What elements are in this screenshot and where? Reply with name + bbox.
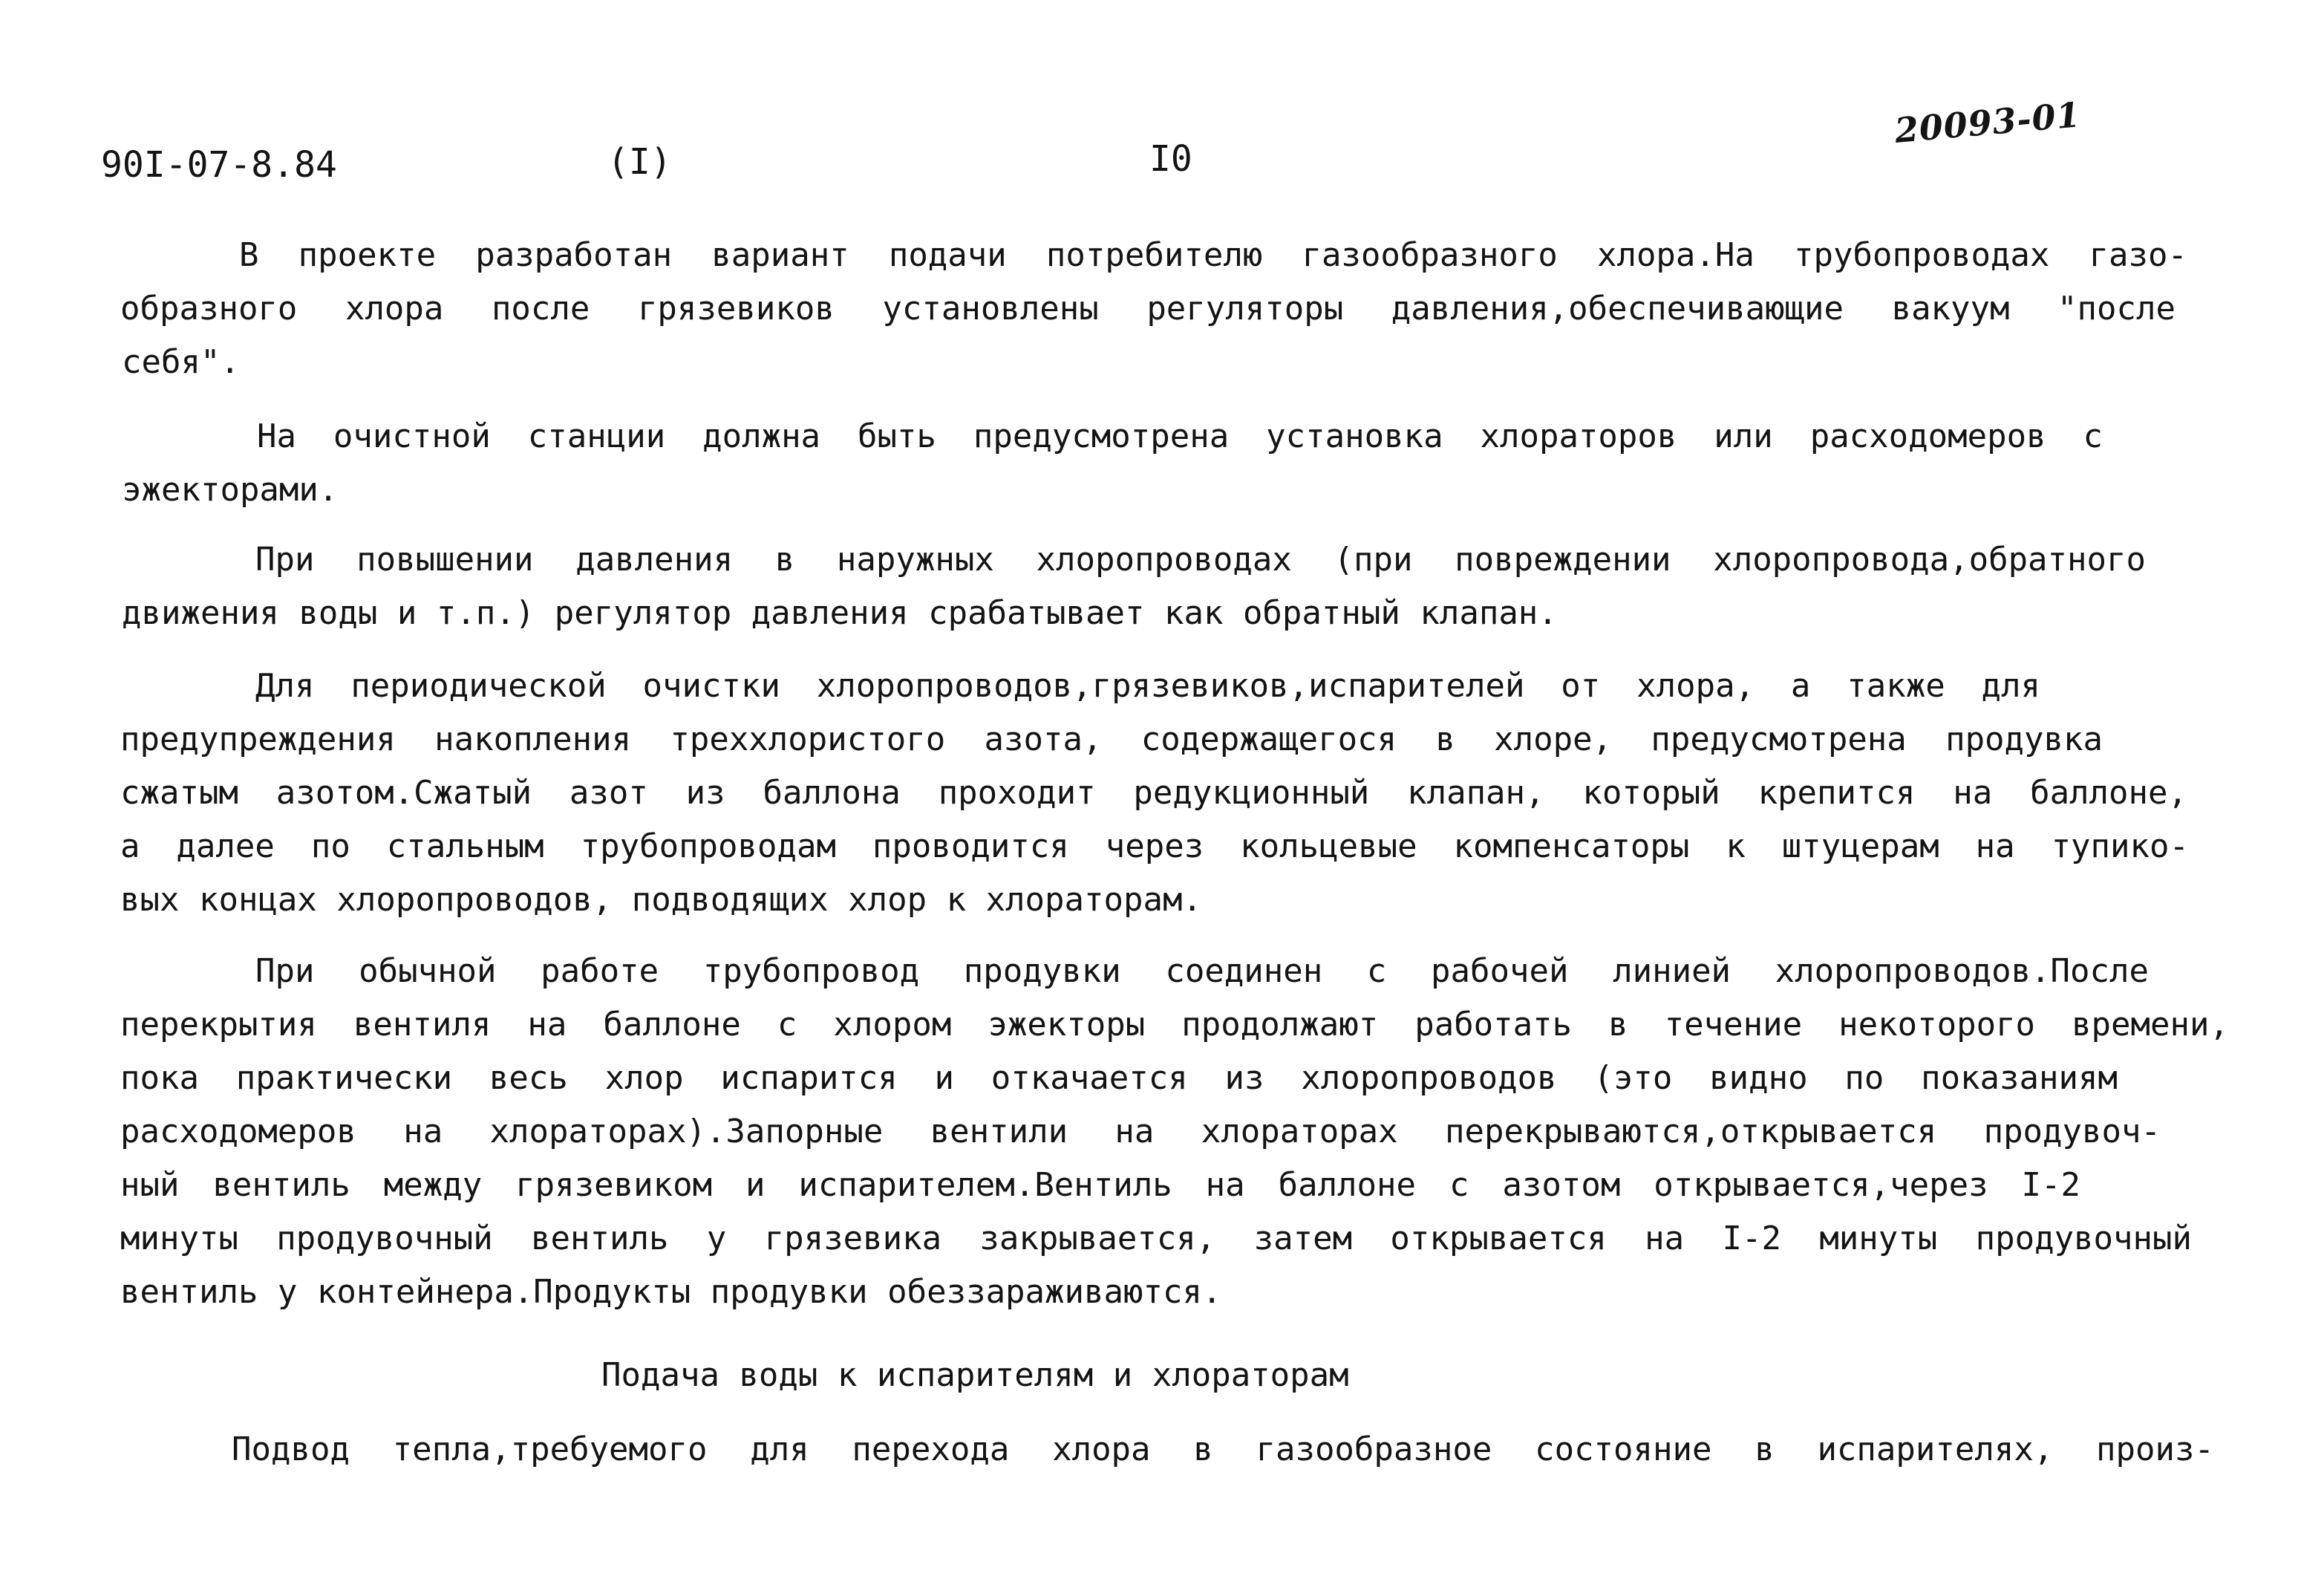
- document-code: 90I-07-8.84: [101, 144, 337, 186]
- paragraph-line: сжатым азотом.Сжатый азот из баллона проходит редукционный клапан, который крепится на баллоне,: [120, 774, 2187, 812]
- paragraph-line: движения воды и т.п.) регулятор давления срабатывает как обратный клапан.: [122, 594, 1558, 632]
- paragraph-line: перекрытия вентиля на баллоне с хлором эжекторы продолжают работать в течение некоторого времени,: [120, 1006, 2229, 1044]
- page-number: I0: [1149, 138, 1192, 180]
- paragraph-line: На очистной станции должна быть предусмотрена установка хлораторов или расходомеров с: [257, 417, 2103, 455]
- paragraph-line: вентиль у контейнера.Продукты продувки обеззараживаются.: [120, 1273, 1222, 1311]
- section-heading: Подача воды к испарителям и хлораторам: [601, 1356, 1349, 1394]
- paragraph-line: Для периодической очистки хлоропроводов,грязевиков,испарителей от хлора, а также для: [255, 667, 2040, 705]
- document-volume: (I): [607, 141, 672, 183]
- paragraph-line: пока практически весь хлор испарится и откачается из хлоропроводов (это видно по показаниям: [120, 1059, 2118, 1097]
- paragraph-line: В проекте разработан вариант подачи потребителю газообразного хлора.На трубопроводах газо-: [239, 236, 2187, 274]
- paragraph-line: При повышении давления в наружных хлоропроводах (при повреждении хлоропровода,обратного: [255, 541, 2146, 579]
- handwritten-number: 20093-01: [1893, 94, 2083, 151]
- paragraph-line: расходомеров на хлораторах).Запорные вентили на хлораторах перекрываются,открывается продувоч-: [120, 1113, 2161, 1150]
- paragraph-line: При обычной работе трубопровод продувки соединен с рабочей линией хлоропроводов.После: [255, 952, 2149, 990]
- paragraph-line: предупреждения накопления треххлористого азота, содержащегося в хлоре, предусмотрена продувка: [120, 720, 2103, 758]
- paragraph-line: а далее по стальным трубопроводам проводится через кольцевые компенсаторы к штуцерам на тупико-: [120, 827, 2189, 865]
- paragraph-line: ный вентиль между грязевиком и испарителем.Вентиль на баллоне с азотом открывается,через I-2: [120, 1166, 2080, 1204]
- paragraph-line: Подвод тепла,требуемого для перехода хлора в газообразное состояние в испарителях, произ-: [232, 1430, 2214, 1468]
- paragraph-line: вых концах хлоропроводов, подводящих хлор к хлораторам.: [120, 881, 1202, 919]
- paragraph-line: себя".: [122, 343, 240, 381]
- paragraph-line: минуты продувочный вентиль у грязевика закрывается, затем открывается на I-2 минуты продувочный: [120, 1220, 2192, 1257]
- paragraph-line: эжекторами.: [122, 471, 339, 509]
- paragraph-line: образного хлора после грязевиков установлены регуляторы давления,обеспечивающие вакуум "после: [120, 290, 2176, 328]
